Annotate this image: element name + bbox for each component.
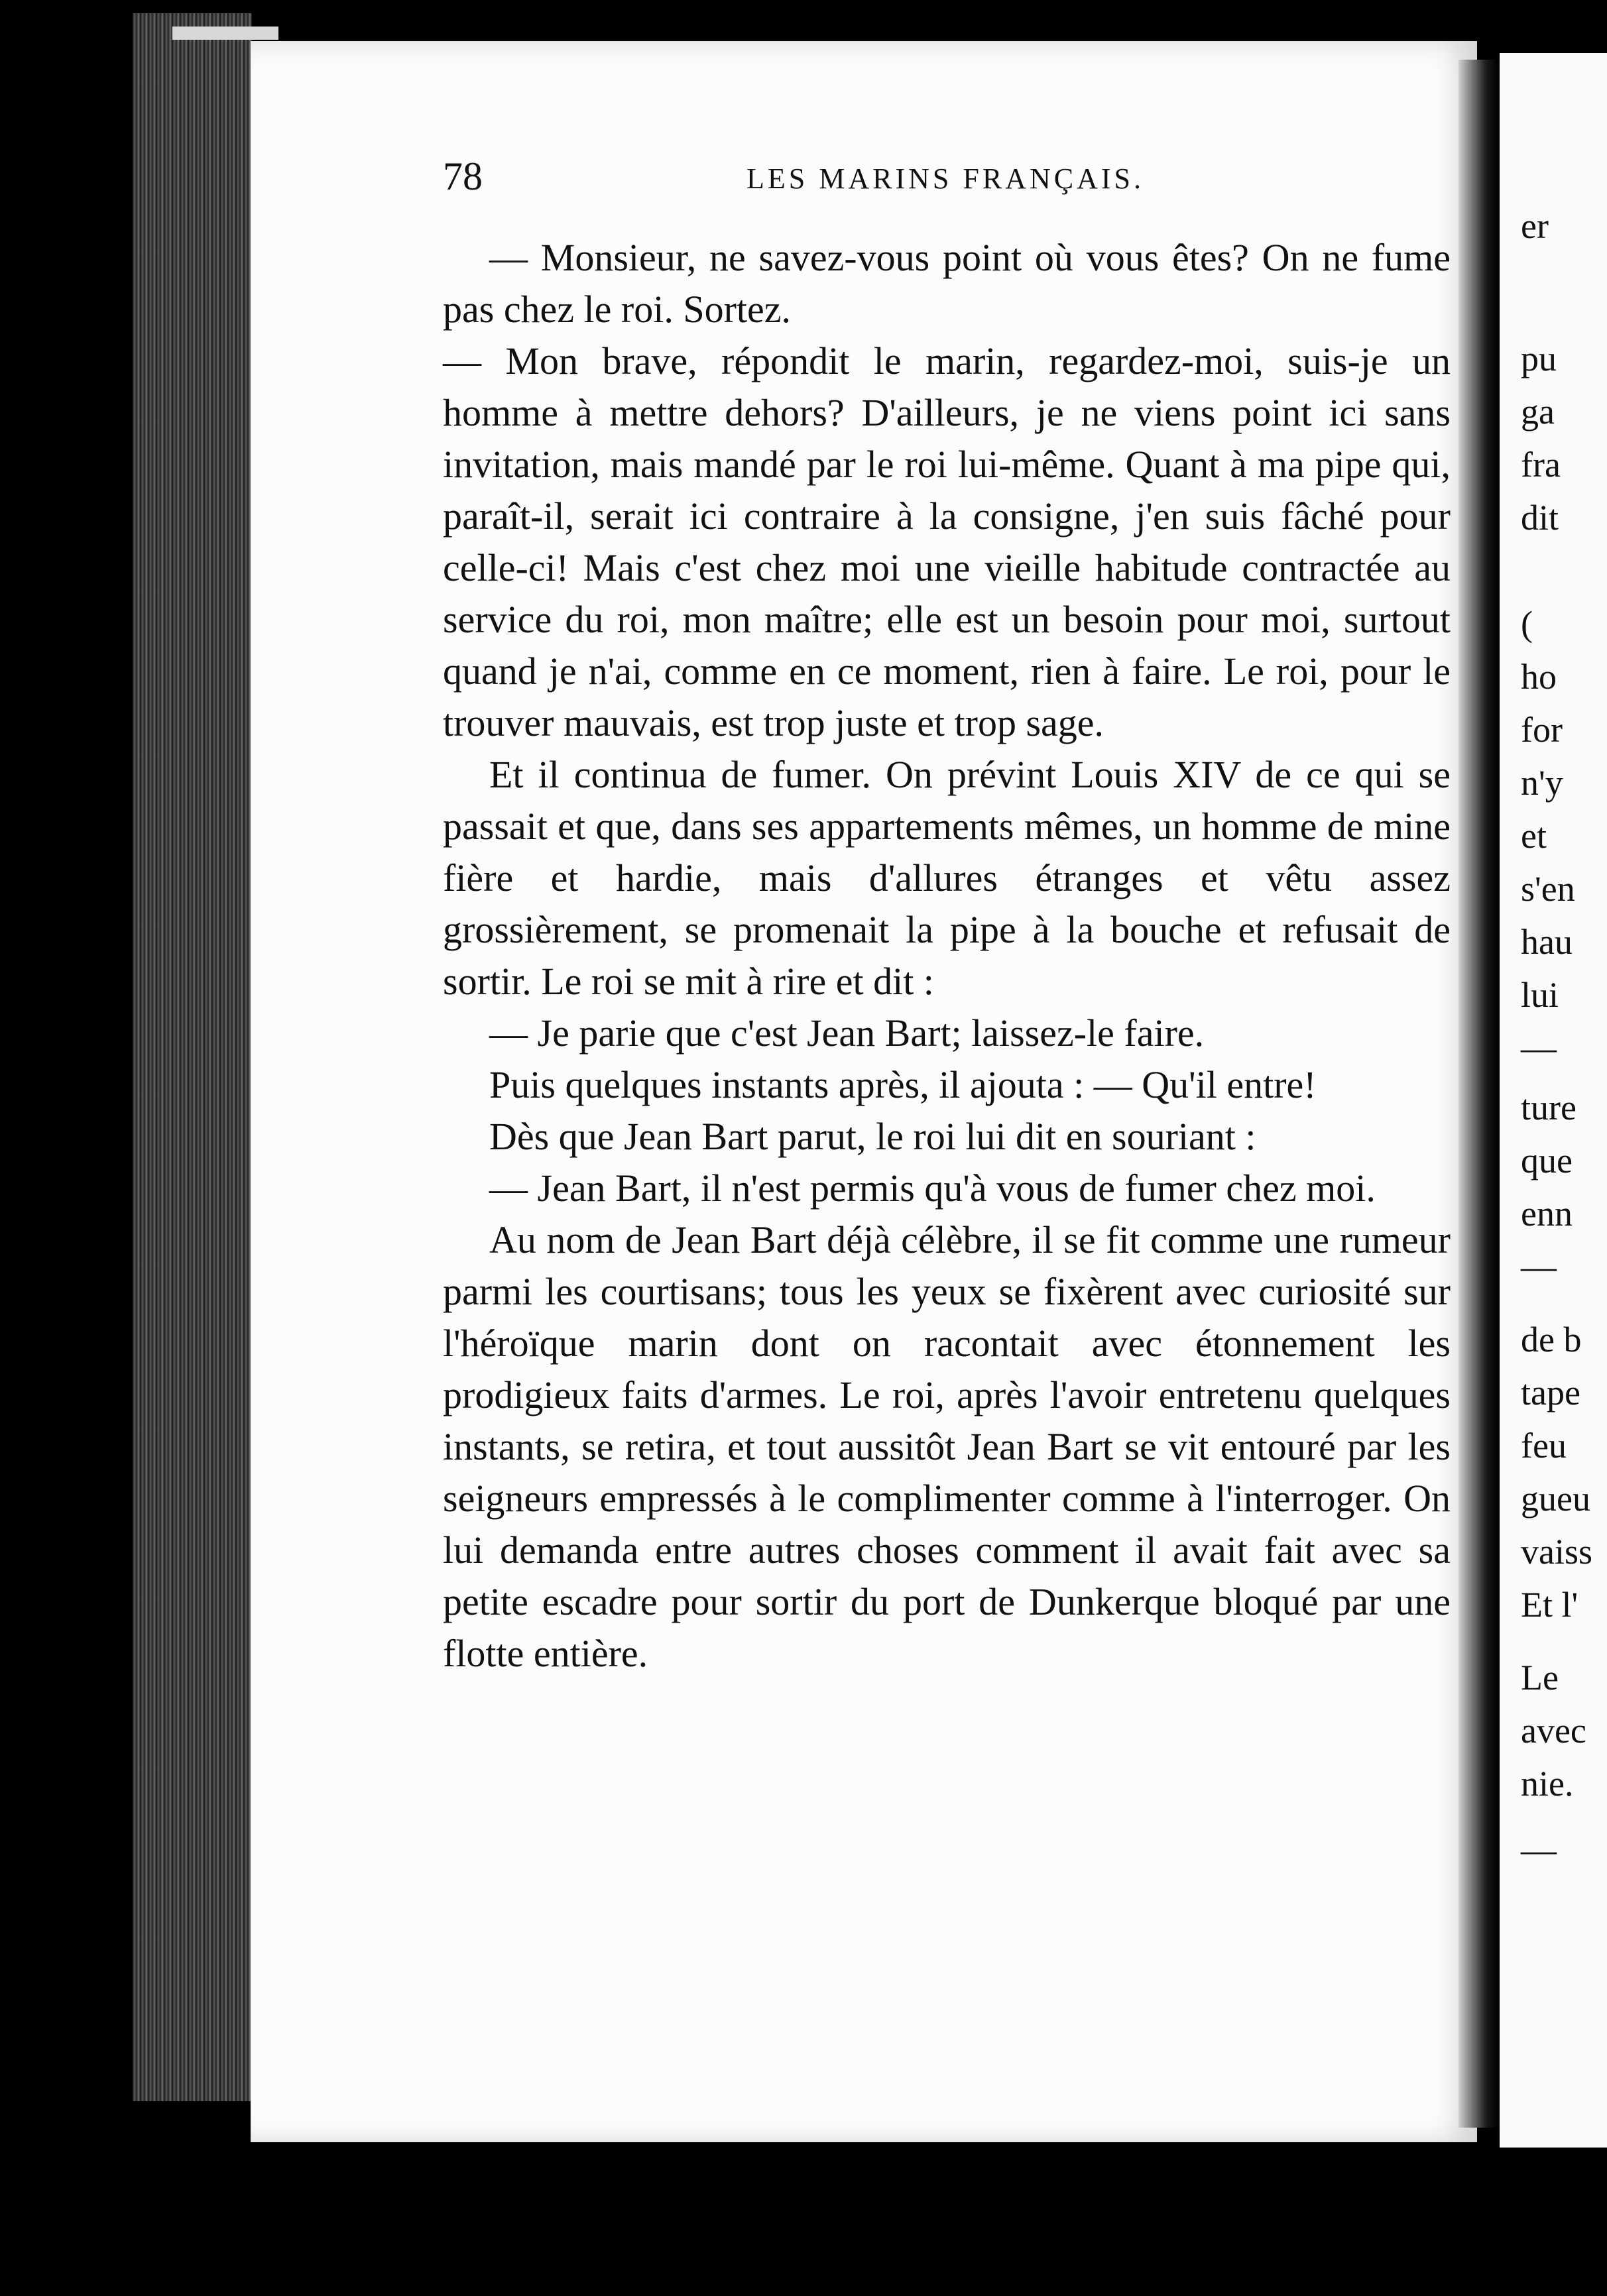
right-page-line: —	[1521, 1247, 1557, 1287]
paragraph: Et il continua de fumer. On prévint Louis XIV de ce qui se passait et que, dans ses appartements mêmes, un homme de mine fière et hardie, mais d'allures étranges et vêtu assez grossièrement, se promenait la pipe à la bouche et refusait de sortir. Le roi se mit à rire et dit :	[443, 753, 1451, 1003]
body-text	[443, 232, 1451, 1680]
right-page-line: vaiss	[1521, 1532, 1592, 1572]
page-number: 78	[443, 154, 483, 198]
right-page-line: pu	[1521, 339, 1557, 378]
right-page-line: for	[1521, 710, 1563, 750]
right-page-line: —	[1521, 1830, 1557, 1870]
running-title: LES MARINS FRANÇAIS.	[746, 162, 1144, 195]
right-page-line: ho	[1521, 657, 1557, 697]
paragraph: — Monsieur, ne savez-vous point où vous êtes? On ne fume pas chez le roi. Sortez.	[443, 236, 1451, 331]
right-page-line: fra	[1521, 445, 1561, 485]
page-header	[443, 154, 1451, 200]
paragraph: Au nom de Jean Bart déjà célèbre, il se fit comme une rumeur parmi les courtisans; tous les yeux se fixèrent avec curiosité sur l'héroïque marin dont on racontait avec étonnement les prodigieux faits d'armes. Le roi, après l'avoir entretenu quelques instants, se retira, et tout aussitôt Jean Bart se vit entouré par les seigneurs empressés à le complimenter comme à l'interroger. On lui demanda entre autres choses comment il avait fait avec sa petite escadre pour sortir du port de Dunkerque bloqué par une flotte entière.	[443, 1218, 1451, 1675]
paragraph: Puis quelques instants après, il ajouta : — Qu'il entre!	[489, 1063, 1317, 1106]
paragraph: — Mon brave, répondit le marin, regardez-moi, suis-je un homme à mettre dehors? D'ailleurs, je ne viens point ici sans invitation, mais mandé par le roi lui-même. Quant à ma pipe qui, paraît-il, serait ici contraire à la consigne, j'en suis fâché pour celle-ci! Mais c'est chez moi une vieille habitude contractée au service du roi, mon maître; elle est un besoin pour moi, surtout quand je n'ai, comme en ce moment, rien à faire. Le roi, pour le trouver mauvais, est trop juste et trop sage.	[443, 339, 1451, 744]
right-page-line: s'en	[1521, 869, 1575, 909]
right-page-line: de b	[1521, 1320, 1582, 1359]
book-top-edge	[172, 27, 278, 40]
paragraph: Dès que Jean Bart parut, le roi lui dit en souriant :	[489, 1115, 1256, 1158]
right-page-line: hau	[1521, 922, 1573, 962]
right-page-fragment	[1500, 53, 1607, 2148]
right-page-line: lui	[1521, 975, 1559, 1015]
right-page-line: feu	[1521, 1426, 1567, 1465]
right-page-line: n'y	[1521, 763, 1563, 803]
right-page-line: dit	[1521, 498, 1559, 538]
right-page-line: —	[1521, 1028, 1557, 1068]
right-page-line: er	[1521, 206, 1549, 246]
right-page-line: avec	[1521, 1711, 1586, 1751]
right-page-line: et	[1521, 816, 1547, 856]
right-page-line: (	[1521, 604, 1533, 644]
right-page-line: ga	[1521, 392, 1555, 431]
right-page-line: tape	[1521, 1373, 1580, 1412]
paragraph: — Jean Bart, il n'est permis qu'à vous de fumer chez moi.	[489, 1167, 1376, 1210]
book-gutter	[1458, 60, 1498, 2128]
right-page-line: ture	[1521, 1088, 1577, 1127]
right-page-line: que	[1521, 1141, 1573, 1180]
book-page-edges	[133, 13, 252, 2101]
paragraph: — Je parie que c'est Jean Bart; laissez-le faire.	[489, 1011, 1205, 1055]
right-page-line: nie.	[1521, 1764, 1574, 1804]
right-page-line: Le	[1521, 1658, 1559, 1697]
right-page-line: gueu	[1521, 1479, 1590, 1519]
right-page-line: enn	[1521, 1194, 1573, 1234]
right-page-line: Et l'	[1521, 1585, 1578, 1625]
